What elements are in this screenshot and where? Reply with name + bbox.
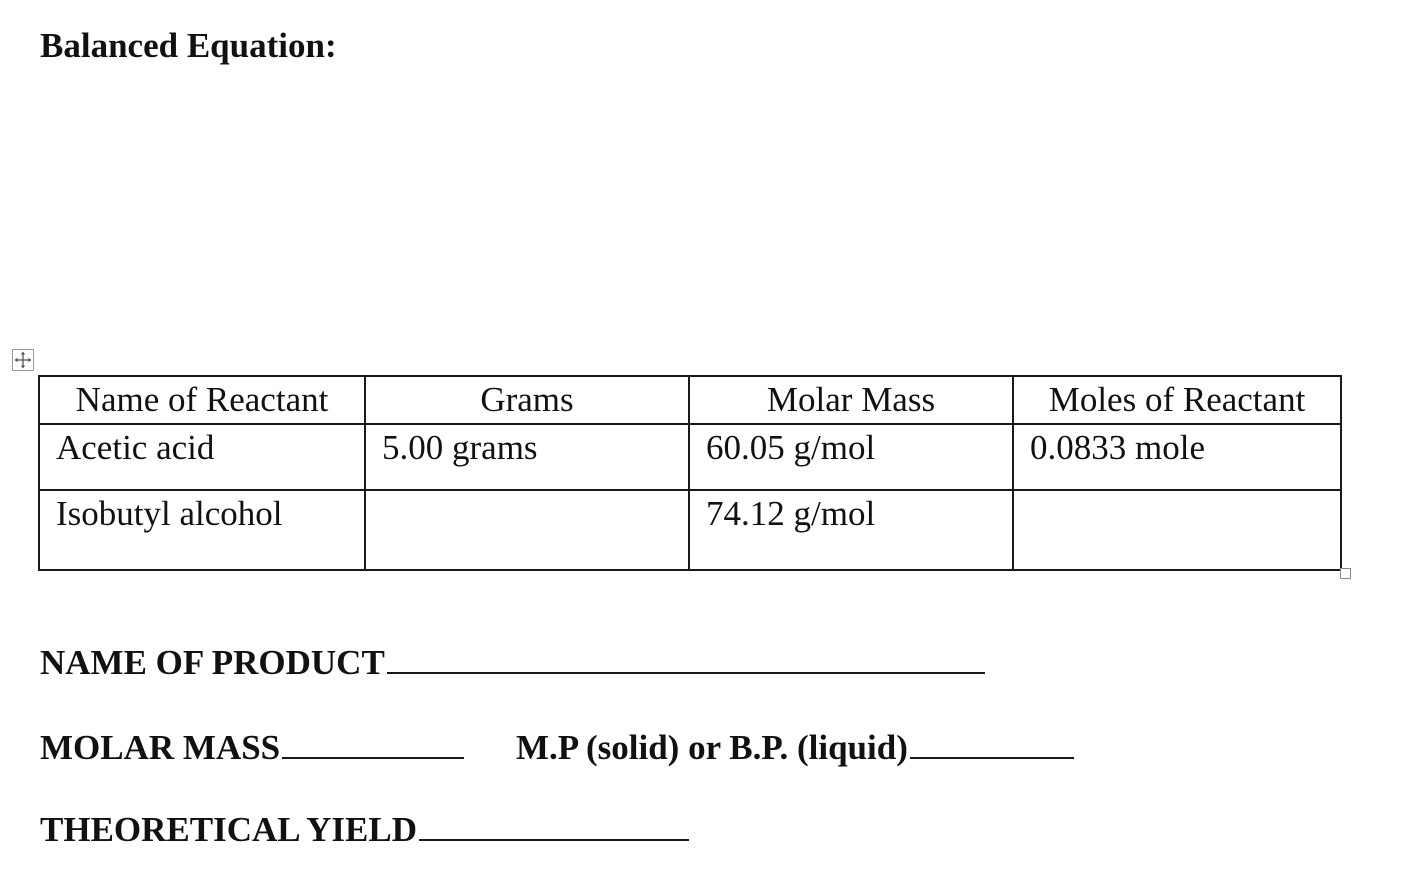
mp-bp-blank[interactable] — [910, 756, 1074, 759]
cell-grams[interactable] — [365, 490, 689, 570]
theoretical-yield-blank[interactable] — [419, 838, 689, 841]
header-molar-mass: Molar Mass — [689, 376, 1013, 424]
mp-bp-field — [516, 726, 1074, 770]
balanced-equation-heading: Balanced Equation: — [40, 26, 337, 65]
cell-molar-mass[interactable]: 60.05 g/mol — [689, 424, 1013, 490]
molar-mass-label: MOLAR MASS — [40, 728, 281, 767]
header-moles-of-reactant: Moles of Reactant — [1013, 376, 1341, 424]
cell-moles[interactable] — [1013, 490, 1341, 570]
cell-molar-mass[interactable]: 74.12 g/mol — [689, 490, 1013, 570]
name-of-product-blank[interactable] — [387, 671, 985, 674]
header-name-of-reactant: Name of Reactant — [39, 376, 365, 424]
cell-reactant-name[interactable]: Acetic acid — [39, 424, 365, 490]
name-of-product-field — [40, 641, 985, 685]
move-arrows-icon — [13, 350, 33, 370]
table-move-handle-icon[interactable] — [12, 349, 34, 371]
molar-mass-field — [40, 726, 464, 770]
header-grams: Grams — [365, 376, 689, 424]
cell-grams[interactable]: 5.00 grams — [365, 424, 689, 490]
cell-moles[interactable]: 0.0833 mole — [1013, 424, 1341, 490]
theoretical-yield-field — [40, 808, 689, 852]
name-of-product-label: NAME OF PRODUCT — [40, 643, 385, 682]
mp-bp-label: M.P (solid) or B.P. (liquid) — [516, 728, 908, 767]
table-resize-handle-icon[interactable] — [1340, 568, 1351, 579]
theoretical-yield-label: THEORETICAL YIELD — [40, 810, 418, 849]
table-header-row — [39, 376, 1341, 424]
table-row — [39, 424, 1341, 490]
cell-reactant-name[interactable]: Isobutyl alcohol — [39, 490, 365, 570]
molar-mass-blank[interactable] — [282, 756, 464, 759]
table-row — [39, 490, 1341, 570]
reactants-table — [38, 375, 1342, 571]
